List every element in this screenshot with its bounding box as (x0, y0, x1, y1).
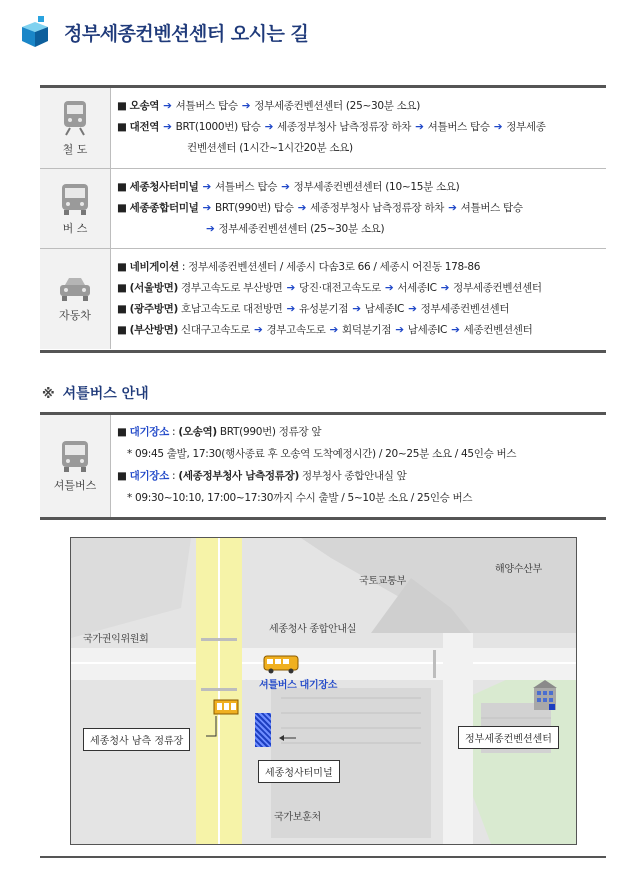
car-label: 자동차 (59, 309, 91, 322)
page-header (18, 14, 308, 50)
bus-line-2-cont: ➔ 정부세종컨벤션센터 (25~30분 소요) (206, 223, 385, 235)
acrc-label: 국가권익위원회 (83, 634, 149, 645)
terminal-building-icon (255, 713, 271, 747)
cube-logo-icon (18, 15, 52, 49)
bus-content (111, 169, 606, 248)
car-route-gwangju: ■ (광주방면) 호남고속도로 대전방면 ➔ 유성분기점 ➔ 남세종IC ➔ 정부세종컨벤션센터 (117, 303, 510, 315)
page-bottom-rule (40, 856, 606, 858)
shuttle-note-1: * 09:45 출발, 17:30(행사종료 후 오송역 도착예정시간) / 20~25분 소요 / 45인승 버스 (127, 448, 517, 460)
rail-line-1: ■ 오송역 ➔ 셔틀버스 탑승 ➔ 정부세종컨벤션센터 (25~30분 소요) (117, 100, 421, 112)
shuttle-row (40, 415, 606, 517)
bus-row (40, 169, 606, 249)
shuttle-stop-1: ■ 대기장소 : (오송역) BRT(990번) 정류장 앞 (117, 426, 322, 438)
car-row (40, 249, 606, 349)
car-route-busan: ■ (부산방면) 신대구고속도로 ➔ 경부고속도로 ➔ 회덕분기점 ➔ 남세종IC ➔ 세종컨벤션센터 (117, 324, 533, 336)
shuttle-note-2: * 09:30~10:10, 17:00~17:30까지 수시 출발 / 5~10분 소요 / 25인승 버스 (127, 492, 473, 504)
shuttle-bus-map-icon (263, 654, 299, 674)
car-navi-line: ■ 네비게이션 : 정부세종컨벤션센터 / 세종시 다솜3로 66 / 세종시 어진동 178-86 (117, 261, 481, 273)
car-route-seoul: ■ (서울방면) 경부고속도로 부산방면 ➔ 당진·대전고속도로 ➔ 서세종IC ➔ 정부세종컨벤션센터 (117, 282, 542, 294)
shuttle-label: 셔틀버스 (53, 479, 97, 492)
mof-label: 해양수산부 (495, 564, 542, 575)
info-desk-label: 세종청사 종합안내실 (269, 624, 357, 635)
rail-line-2-cont: 컨벤션센터 (1시간~1시간20분 소요) (187, 142, 353, 154)
mpva-label: 국가보훈처 (274, 812, 321, 823)
bus-line-2: ■ 세종종합터미널 ➔ BRT(990번) 탑승 ➔ 세종정부청사 남측정류장 하차 ➔ 셔틀버스 탑승 (117, 202, 523, 214)
convention-building-icon (531, 678, 559, 712)
rail-row (40, 88, 606, 169)
rail-icon-cell (40, 88, 111, 168)
molit-label: 국토교통부 (359, 576, 406, 587)
shuttle-stop-2: ■ 대기장소 : (세종정부청사 남측정류장) 정부청사 종합안내실 앞 (117, 470, 407, 482)
bus-icon-cell (40, 169, 111, 248)
terminal-callout: 세종청사터미널 (258, 760, 340, 783)
rail-line-2: ■ 대전역 ➔ BRT(1000번) 탑승 ➔ 세종정부청사 남측정류장 하차 ➔ 셔틀버스 탑승 ➔ 정부세종 (117, 121, 546, 133)
shuttle-icon-cell (40, 415, 111, 517)
shuttle-content (111, 415, 606, 517)
page-title: 정부세종컨벤션센터 오시는 길 (64, 22, 309, 45)
bus-icon (59, 182, 91, 216)
shuttle-section-title: ※ 셔틀버스 안내 (42, 386, 149, 402)
table-bottom-rule (40, 350, 606, 353)
shuttle-bottom-rule (40, 517, 606, 520)
bus-shelter-icon (213, 698, 239, 716)
convention-callout: 정부세종컨벤션센터 (458, 726, 559, 749)
train-icon (60, 99, 90, 137)
shuttle-bus-icon (59, 439, 91, 473)
bus-line-1: ■ 세종청사터미널 ➔ 셔틀버스 탑승 ➔ 정부세종컨벤션센터 (10~15분 소요) (117, 181, 460, 193)
car-icon-cell (40, 249, 111, 349)
rail-label: 철 도 (62, 143, 88, 156)
bus-label: 버 스 (62, 221, 88, 235)
car-content (111, 249, 606, 349)
south-stop-callout: 세종청사 남측 정류장 (83, 728, 190, 751)
shuttle-stop-label: 셔틀버스 대기장소 (259, 680, 338, 691)
car-icon (58, 275, 92, 303)
map-background (71, 538, 576, 844)
location-map (70, 537, 577, 845)
rail-content (111, 88, 606, 168)
